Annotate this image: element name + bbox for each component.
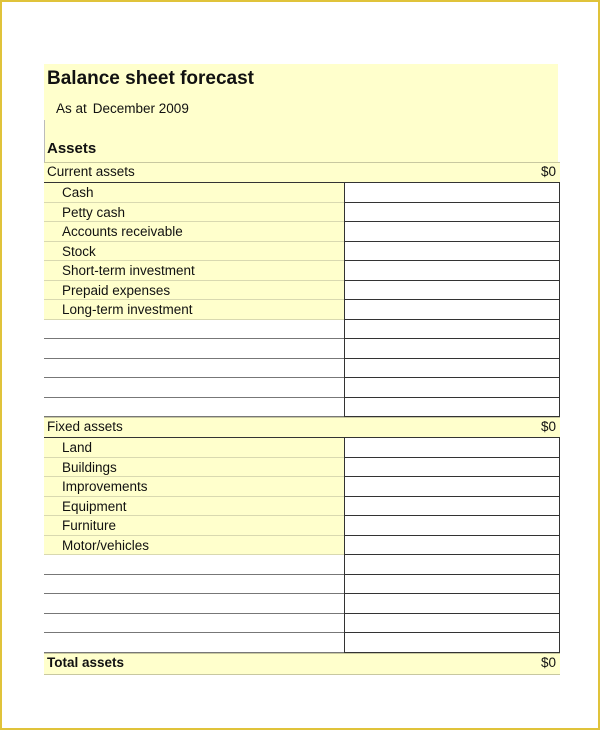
fixed-asset-blank-value-cell[interactable] (344, 575, 560, 595)
fixed-asset-row (44, 516, 560, 536)
current-asset-value-cell[interactable] (344, 281, 560, 301)
current-assets-label: Current assets (47, 164, 135, 179)
fixed-asset-item-label: Buildings (44, 458, 344, 478)
current-asset-row (44, 261, 560, 281)
fixed-asset-value-cell[interactable] (344, 497, 560, 517)
current-asset-item-label: Prepaid expenses (44, 281, 344, 301)
fixed-asset-blank-row (44, 555, 560, 575)
as-at-label: As at (56, 101, 87, 116)
current-asset-blank-value-cell[interactable] (344, 359, 560, 379)
fixed-asset-value-cell[interactable] (344, 438, 560, 458)
fixed-asset-blank-label-cell[interactable] (44, 555, 344, 575)
fixed-asset-item-label: Motor/vehicles (44, 536, 344, 556)
fixed-asset-blank-value-cell[interactable] (344, 594, 560, 614)
fixed-asset-item-label: Land (44, 438, 344, 458)
current-asset-row (44, 281, 560, 301)
current-asset-item-label: Petty cash (44, 203, 344, 223)
total-assets-label: Total assets (47, 654, 125, 670)
fixed-asset-blank-row (44, 614, 560, 634)
fixed-asset-value-cell[interactable] (344, 458, 560, 478)
fixed-asset-blank-value-cell[interactable] (344, 555, 560, 575)
current-asset-row (44, 300, 560, 320)
current-asset-blank-row (44, 320, 560, 340)
current-asset-row (44, 203, 560, 223)
fixed-asset-value-cell[interactable] (344, 477, 560, 497)
current-asset-blank-value-cell[interactable] (344, 339, 560, 359)
fixed-asset-row (44, 477, 560, 497)
current-asset-blank-label-cell[interactable] (44, 320, 344, 340)
header-divider (44, 120, 45, 162)
current-assets-header (44, 162, 560, 183)
fixed-asset-item-label: Improvements (44, 477, 344, 497)
current-asset-value-cell[interactable] (344, 300, 560, 320)
total-assets-row (44, 653, 560, 675)
fixed-asset-blank-label-cell[interactable] (44, 633, 344, 653)
fixed-asset-blank-row (44, 594, 560, 614)
fixed-asset-value-cell[interactable] (344, 536, 560, 556)
current-asset-blank-value-cell[interactable] (344, 320, 560, 340)
current-asset-item-label: Long-term investment (44, 300, 344, 320)
current-asset-blank-value-cell[interactable] (344, 398, 560, 418)
fixed-assets-total: $0 (540, 419, 556, 434)
fixed-asset-blank-value-cell[interactable] (344, 614, 560, 634)
current-asset-blank-row (44, 359, 560, 379)
fixed-asset-item-label: Equipment (44, 497, 344, 517)
current-asset-row (44, 183, 560, 203)
fixed-asset-blank-row (44, 633, 560, 653)
fixed-asset-item-label: Furniture (44, 516, 344, 536)
fixed-asset-row (44, 458, 560, 478)
fixed-asset-blank-row (44, 575, 560, 595)
as-at-line (56, 101, 189, 116)
fixed-asset-row (44, 497, 560, 517)
page-title: Balance sheet forecast (47, 68, 254, 89)
current-asset-blank-label-cell[interactable] (44, 359, 344, 379)
current-asset-value-cell[interactable] (344, 183, 560, 203)
current-asset-blank-value-cell[interactable] (344, 378, 560, 398)
fixed-assets-rows (44, 438, 560, 653)
fixed-assets-label: Fixed assets (47, 419, 123, 434)
fixed-assets-header (44, 417, 560, 438)
current-asset-row (44, 242, 560, 262)
current-asset-blank-label-cell[interactable] (44, 339, 344, 359)
current-asset-item-label: Short-term investment (44, 261, 344, 281)
current-asset-blank-row (44, 398, 560, 418)
current-asset-item-label: Cash (44, 183, 344, 203)
fixed-asset-blank-label-cell[interactable] (44, 614, 344, 634)
sheet-header (44, 64, 558, 162)
fixed-asset-row (44, 536, 560, 556)
current-asset-row (44, 222, 560, 242)
current-asset-value-cell[interactable] (344, 222, 560, 242)
assets-heading: Assets (47, 140, 97, 157)
total-assets-total: $0 (540, 654, 556, 670)
balance-sheet (44, 64, 560, 675)
current-asset-item-label: Stock (44, 242, 344, 262)
current-asset-item-label: Accounts receivable (44, 222, 344, 242)
current-asset-blank-row (44, 339, 560, 359)
as-at-date[interactable]: December 2009 (92, 101, 189, 116)
fixed-asset-blank-label-cell[interactable] (44, 575, 344, 595)
current-asset-value-cell[interactable] (344, 203, 560, 223)
current-assets-total: $0 (540, 164, 556, 179)
fixed-asset-blank-label-cell[interactable] (44, 594, 344, 614)
current-asset-blank-label-cell[interactable] (44, 378, 344, 398)
current-assets-rows (44, 183, 560, 417)
current-asset-blank-label-cell[interactable] (44, 398, 344, 418)
fixed-asset-row (44, 438, 560, 458)
fixed-asset-value-cell[interactable] (344, 516, 560, 536)
current-asset-value-cell[interactable] (344, 261, 560, 281)
fixed-asset-blank-value-cell[interactable] (344, 633, 560, 653)
current-asset-value-cell[interactable] (344, 242, 560, 262)
current-asset-blank-row (44, 378, 560, 398)
